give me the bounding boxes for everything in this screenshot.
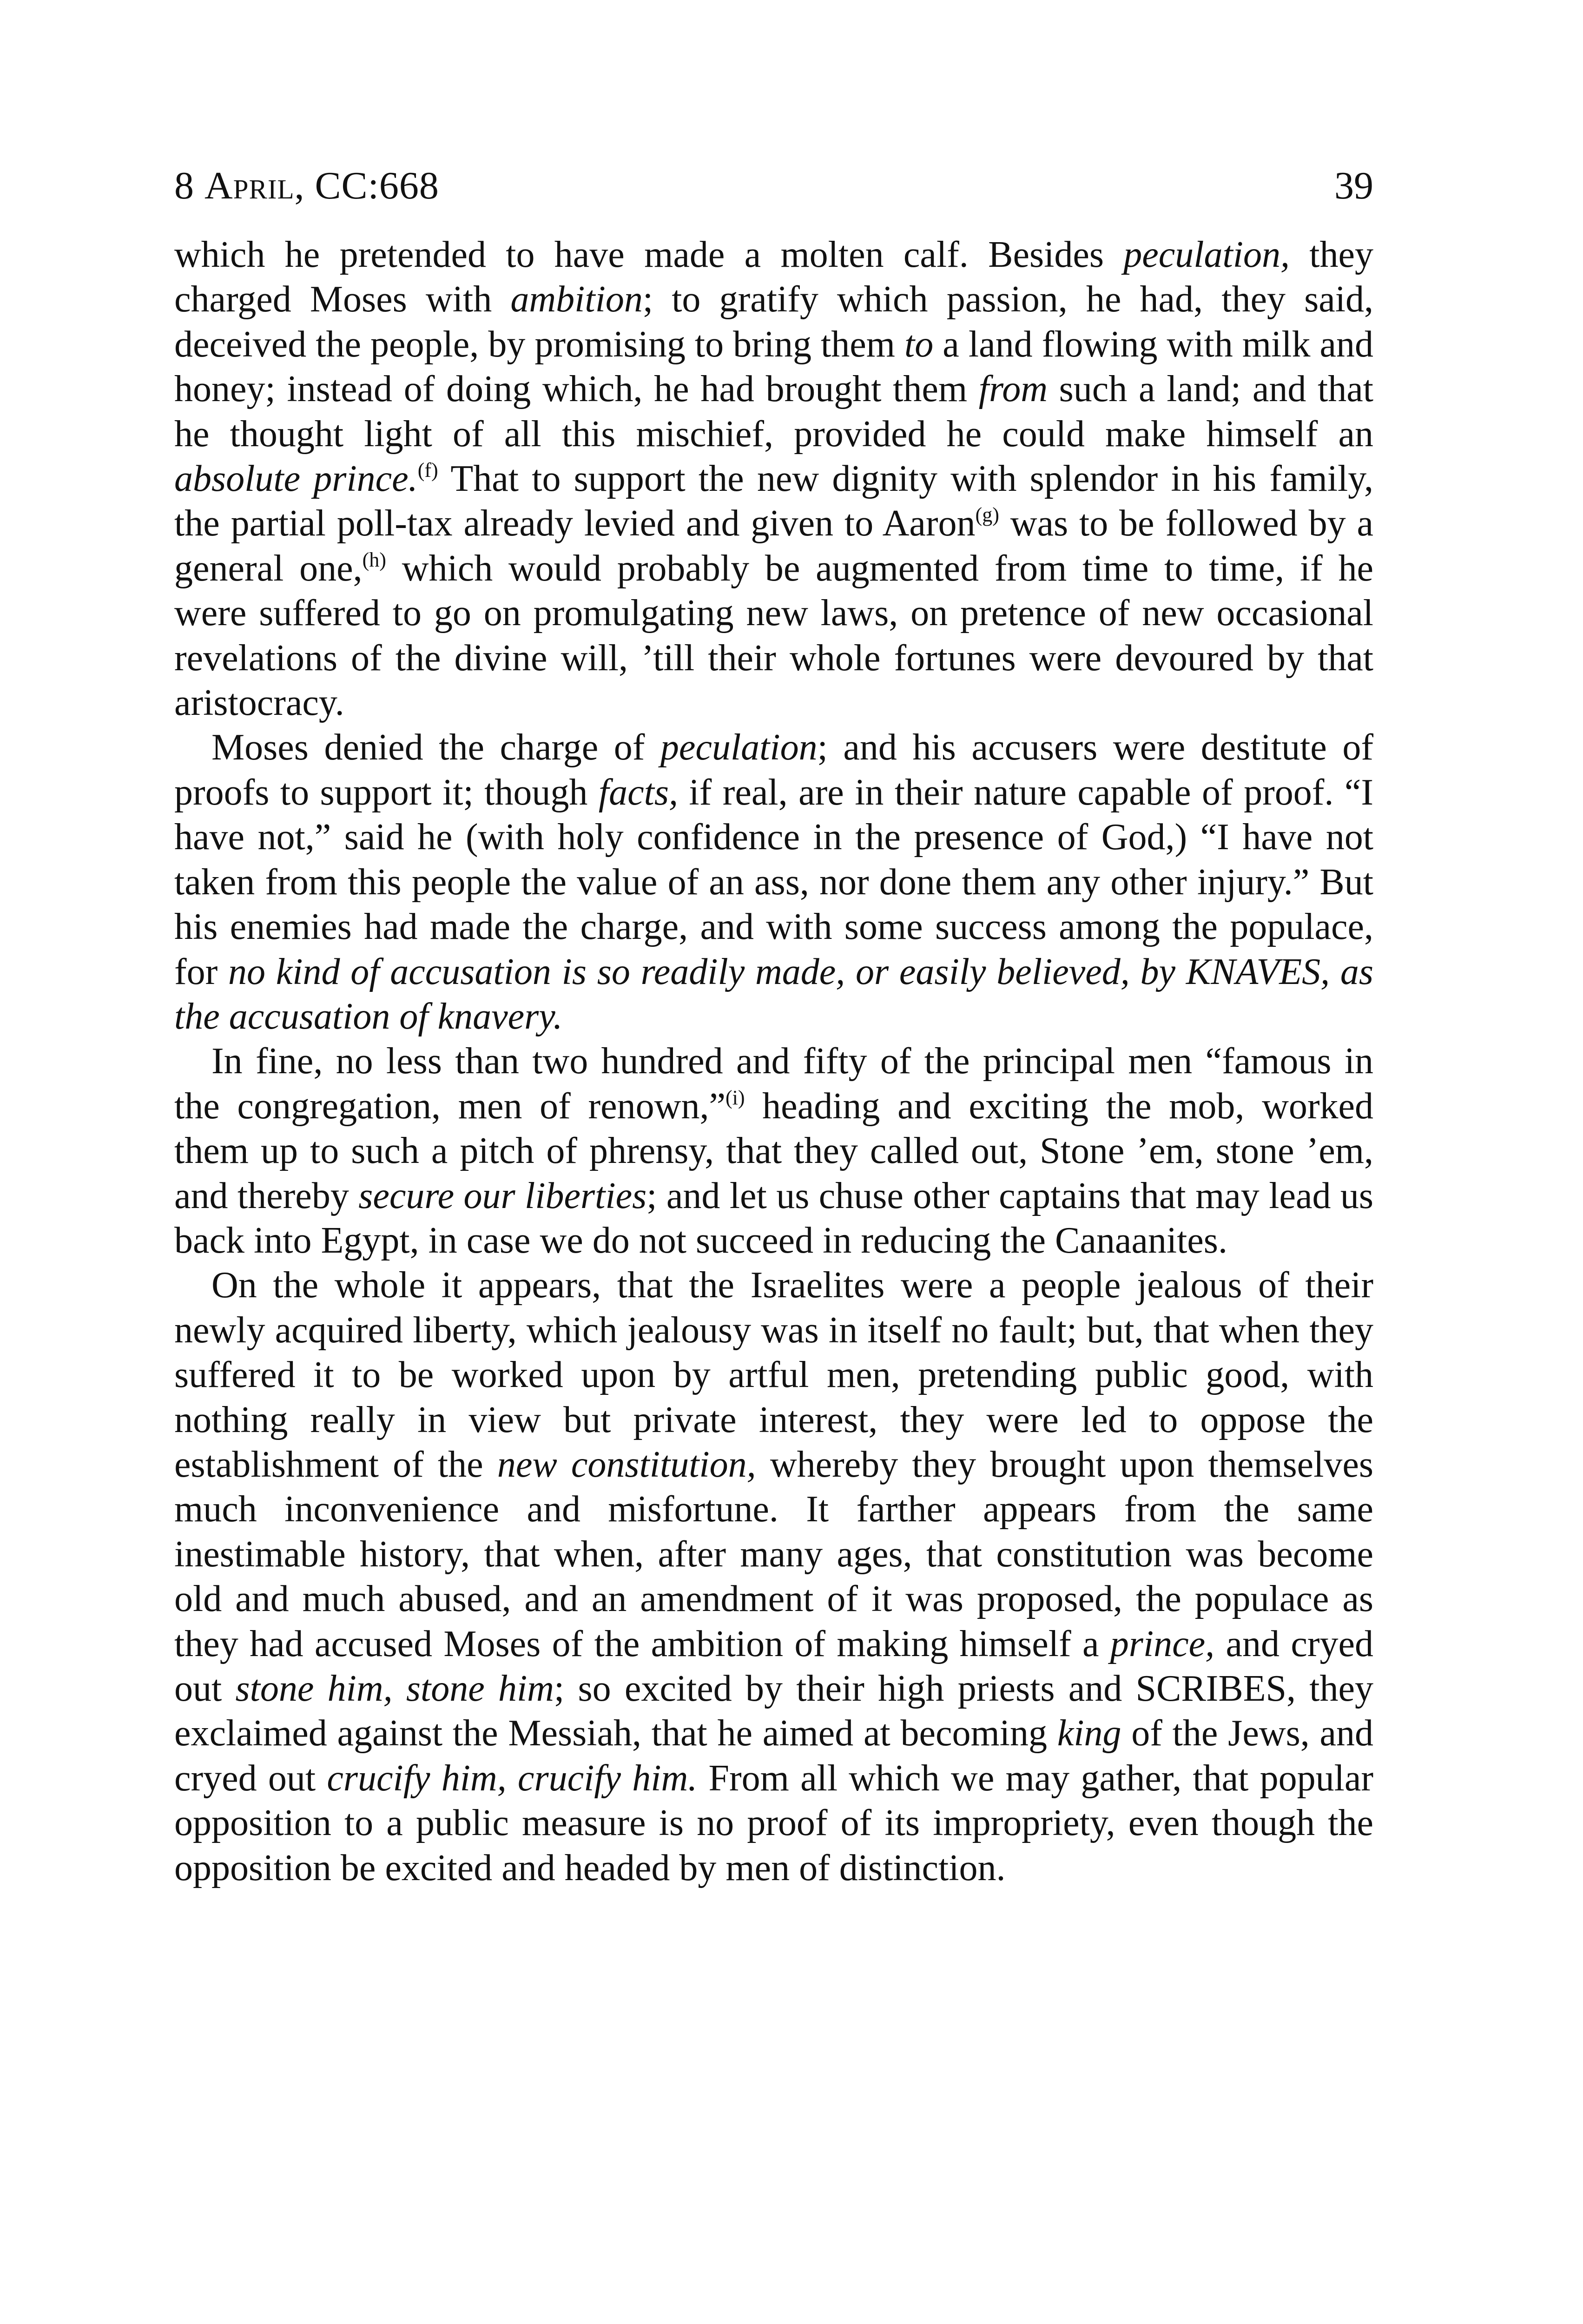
italic-text: ambition (510, 279, 643, 320)
text-run: whereby they brought upon themselves much inconvenience and misfortune. It farther appears from the same inestimable history, that when, after many ages, that constitution was become old and much abused, and an amendment of it was proposed, the populace as they had accused Moses of the ambition of making himself a (174, 1444, 1374, 1664)
italic-text: peculation, (1123, 234, 1290, 275)
text-run: heading and exciting the mob, worked them up to such a pitch of phrensy, that they called out, Stone ’em, stone ’em, and thereby (174, 1085, 1374, 1216)
text-run: From all which we may gather, that popular opposition to a public measure is no proof of its impropriety, even though the opposition be excited and headed by men of distinction. (174, 1757, 1374, 1888)
italic-text: secure our liberties (358, 1175, 647, 1216)
text-run: On the whole it appears, that the Israelites were a people jealous of their newly acquired liberty, which jealousy was in itself no fault; but, that when they suffered it to be worked upon by artful men, pretending public good, with nothing really in view but private interest, they were led to oppose the establishment of the (174, 1265, 1373, 1485)
text-run: which he pretended to have made a molten calf. Besides (174, 234, 1124, 275)
text-run: In fine, no less than two hundred and fifty of the principal men “famous in the congregation, men of renown,” (174, 1041, 1373, 1127)
body-text (174, 232, 1373, 1890)
italic-text: absolute prince. (174, 458, 418, 500)
footnote-marker: (i) (725, 1086, 745, 1109)
italic-text: peculation (660, 727, 818, 768)
running-head-ref: CC:668 (315, 164, 439, 207)
footnote-marker: (h) (362, 548, 386, 571)
text-run: ; and his accusers were destitute of proofs to support it; though (174, 727, 1373, 813)
text-run: a land flowing with milk and honey; instead of doing which, he had brought them (174, 324, 1373, 410)
text-run: such a land; and that he thought light of all this mischief, provided he could make himself an (174, 369, 1374, 455)
running-head-reference: 8 April, CC:668 (174, 164, 439, 207)
italic-text: from (978, 369, 1048, 410)
text-run: Moses denied the charge of (211, 727, 660, 768)
text-run: ; so excited by their high priests and SCRIBES, they exclaimed against the Messiah, that he aimed at becoming (174, 1668, 1374, 1754)
text-run: of the Jews, and cryed out (174, 1713, 1374, 1799)
paragraph (174, 232, 1373, 725)
text-run: ; and let us chuse other captains that may lead us back into Egypt, in case we do not succeed in reducing the Canaanites. (174, 1175, 1374, 1261)
italic-text: prince, (1110, 1623, 1215, 1664)
footnote-marker: (f) (417, 459, 438, 482)
paragraph (174, 1263, 1373, 1890)
page-number: 39 (1334, 164, 1373, 207)
text-run: That to support the new dignity with splendor in his family, the partial poll-tax already levied and given to Aaron (174, 458, 1374, 544)
text-run: if real, are in their nature capable of proof. “I have not,” said he (with holy confidence in the presence of God,) “I have not taken from this people the value of an ass, nor done them any other injury.” But his enemies had made the charge, and with some success among the populace, for (174, 772, 1374, 992)
paragraph (174, 1039, 1373, 1263)
running-head (174, 163, 1373, 218)
paragraph (174, 725, 1373, 1039)
italic-text: new constitution, (497, 1444, 756, 1485)
footnote-marker: (g) (975, 503, 999, 527)
italic-text: stone him, stone him (235, 1668, 554, 1709)
text-run: they charged Moses with (174, 234, 1373, 320)
italic-text: king (1057, 1713, 1121, 1754)
italic-text: to (904, 324, 934, 365)
running-head-month: April (204, 164, 295, 207)
italic-text: no kind of accusation is so readily made, or easily believed, by KNAVES, as the accusation of knavery. (174, 951, 1374, 1037)
text-run: and cryed out (174, 1623, 1373, 1709)
text-run: was to be followed by a general one, (174, 503, 1373, 589)
running-head-number: 8 (174, 164, 194, 207)
document-page (174, 163, 1373, 1890)
italic-text: crucify him, crucify him. (327, 1757, 698, 1799)
italic-text: facts, (598, 772, 678, 813)
text-run: ; to gratify which passion, he had, they said, deceived the people, by promising to bring them (174, 279, 1373, 365)
text-run: which would probably be augmented from time to time, if he were suffered to go on promulgating new laws, on pretence of new occasional revelations of the divine will, ’till their whole fortunes were devoured by that aristocracy. (174, 548, 1373, 724)
